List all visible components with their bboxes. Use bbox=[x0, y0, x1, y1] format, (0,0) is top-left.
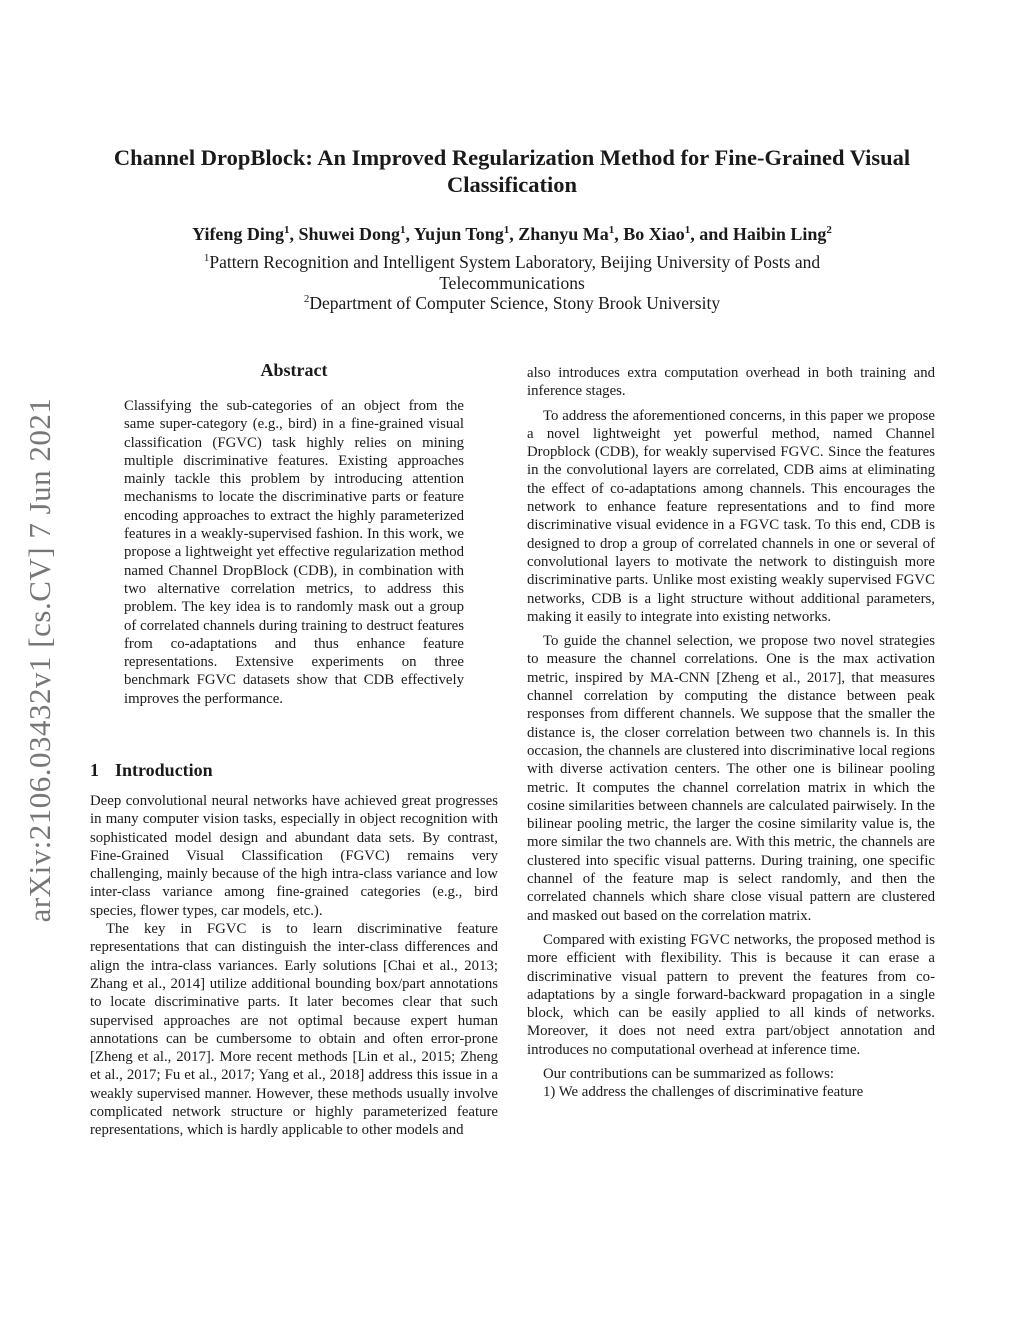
paragraph: Deep convolutional neural networks have achieved great progresses in many computer vision tasks, especially in object recognition with sophisticated model design and abundant data sets. By contrast, Fine-Grained Visual Classification (FGVC) remains very challenging, mainly because of the high intra-class variance and low inter-class variance among fine-grained categories (e.g., bird species, flower types, car models, etc.). bbox=[90, 793, 498, 919]
paragraph: To guide the channel selection, we propose two novel strategies to measure the channel correlations. One is the max activation metric, inspired by MA-CNN [Zheng et al., 2017], that measures channel correlation by computing the distance between peak responses from different channels. We suppose that the smaller the distance is, the closer correlation between two channels is. In this occasion, the channels are clustered into discriminative local regions with diverse activation centers. The other one is bilinear pooling metric. It computes the channel correlation matrix in which the cosine similarities between channels are calculated pairwisely. In the bilinear pooling metric, the larger the cosine similarity value is, the more similar the two channels are. With this metric, the channels are clustered into specific visual patterns. During training, one specific channel of the feature map is select randomly, and then the correlated channels which share close visual pattern are clustered and masked out based on the correlation matrix. bbox=[527, 633, 935, 924]
paragraph: Compared with existing FGVC networks, the proposed method is more efficient with flexibility. This is because it can erase a discriminative visual pattern to prevent the features from co-adaptations by a single forward-backward propagation in a single block, which can be easily applied to all kinds of networks. Moreover, it does not need extra part/object annotation and introduces no computational overhead at inference time. bbox=[527, 931, 935, 1058]
affiliation-text: Pattern Recognition and Intelligent System Laboratory, Beijing University of Posts and Telecommunications bbox=[209, 252, 821, 293]
author: Yujun Tong bbox=[413, 224, 504, 244]
affiliation-text: Department of Computer Science, Stony Brook University bbox=[309, 293, 721, 313]
author: Zhanyu Ma bbox=[518, 224, 609, 244]
paper-title: Channel DropBlock: An Improved Regularization Method for Fine-Grained Visual Classification bbox=[113, 145, 911, 197]
paragraph: also introduces extra computation overhead in both training and inference stages. bbox=[527, 365, 935, 400]
affiliations bbox=[150, 252, 874, 314]
introduction-body bbox=[90, 792, 498, 1140]
author-affil-mark: 2 bbox=[826, 224, 832, 236]
section-number: 1 bbox=[90, 760, 99, 780]
paragraph: To address the aforementioned concerns, in this paper we propose a novel lightweight yet powerful method, named Channel Dropblock (CDB), for weakly supervised FGVC. Since the features in the convolutional layers are correlated, CDB aims at eliminating the effect of co-adaptations among channels. This encourages the network to enhance feature representations and to find more discriminative visual evidence in a FGVC task. To this end, CDB is designed to drop a group of correlated channels in one or several of convolutional layers to motivate the network to distinguish more discriminative parts. Unlike most existing weakly supervised FGVC networks, CDB is a light structure without additional parameters, making it easily to integrate into existing networks. bbox=[527, 407, 935, 625]
paragraph: The key in FGVC is to learn discriminative feature representations that can distinguish the inter-class differences and align the intra-class variances. Early solutions [Chai et al., 2013; Zhang et al., 2014] utilize additional bounding box/part annotations to locate discriminative parts. It later becomes clear that such supervised approaches are not optimal because expert human annotations can be cumbersome to obtain and often error-prone [Zheng et al., 2017]. More recent methods [Lin et al., 2015; Zheng et al., 2017; Fu et al., 2017; Yang et al., 2018] address this issue in a weakly supervised manner. However, these methods usually involve complicated network structure or highly parameterized feature representations, which is hardly applicable to other models and bbox=[90, 921, 498, 1139]
abstract-text: Classifying the sub-categories of an object from the same super-category (e.g., bird) in a fine-grained visual classification (FGVC) task highly relies on mining multiple discriminative features. Existing approaches mainly tackle this problem by introducing attention mechanisms to locate the discriminative parts or feature encoding approaches to extract the highly parameterized features in a weakly-supervised fashion. In this work, we propose a lightweight yet effective regularization method named Channel DropBlock (CDB), in combination with two alternative correlation metrics, to address this problem. The key idea is to randomly mask out a group of correlated channels during training to destruct features from co-adaptations and thus enhance feature representations. Extensive experiments on three benchmark FGVC datasets show that CDB effectively improves the performance. bbox=[124, 398, 464, 707]
author-list: Yifeng Ding$^1$, Shuwei Dong$^1$, Yujun Tong$^1$, Zhanyu Ma$^1$, Bo Xiao$^1$, and Haibin Ling$^2$ bbox=[192, 224, 832, 244]
author-affil-mark: 1 bbox=[684, 224, 691, 236]
author-affil-mark: 1 bbox=[283, 224, 290, 236]
affiliation-mark: 2 bbox=[303, 293, 310, 306]
author: Yifeng Ding bbox=[192, 224, 284, 244]
affiliation-mark: 1 bbox=[203, 252, 210, 265]
paragraph: 1) We address the challenges of discriminative feature bbox=[543, 1084, 864, 1101]
abstract-heading: Abstract bbox=[260, 360, 328, 380]
right-column-body bbox=[527, 364, 935, 1102]
author-affil-mark: 1 bbox=[399, 224, 406, 236]
author: Shuwei Dong bbox=[298, 224, 400, 244]
affiliation-1 bbox=[150, 252, 874, 293]
arxiv-stamp-text: arXiv:2106.03432v1 [cs.CV] 7 Jun 2021 bbox=[22, 397, 57, 923]
abstract-body bbox=[124, 397, 464, 708]
author: Bo Xiao bbox=[623, 224, 685, 244]
section-title: Introduction bbox=[115, 760, 213, 780]
author-affil-mark: 1 bbox=[503, 224, 510, 236]
arxiv-stamp bbox=[10, 360, 70, 960]
affiliation-2 bbox=[150, 293, 874, 314]
paragraph: Our contributions can be summarized as follows: bbox=[543, 1065, 834, 1082]
author-affil-mark: 1 bbox=[608, 224, 615, 236]
section-heading-introduction bbox=[90, 760, 213, 781]
author: Haibin Ling bbox=[732, 224, 827, 244]
